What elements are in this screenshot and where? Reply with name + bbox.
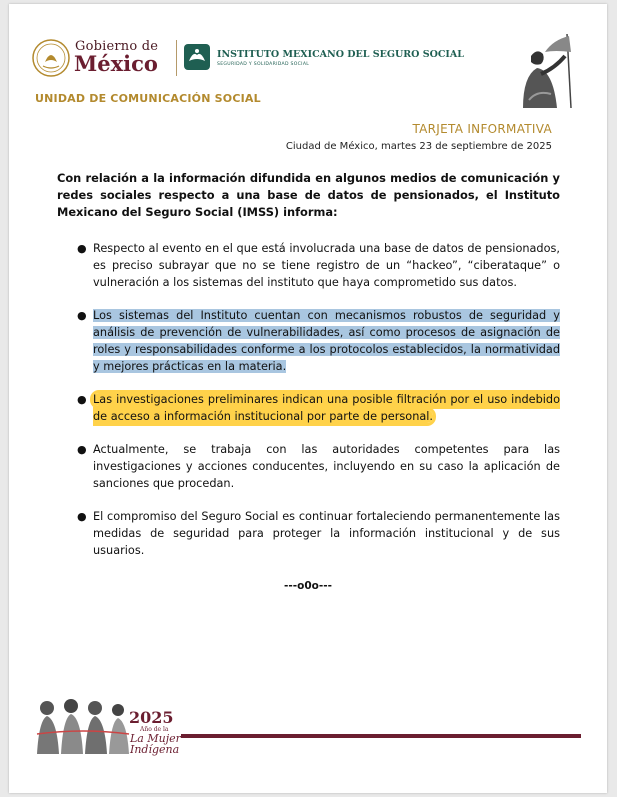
bullet-item-4 xyxy=(57,441,560,492)
bullet-dot-icon: ● xyxy=(77,242,87,255)
bullet-item-1 xyxy=(57,240,560,291)
year-motto-line-1: La Mujer xyxy=(130,732,181,745)
bullet-text-2-selected: Los sistemas del Instituto cuentan con mecanismos robustos de seguridad y análisis de prevención de vulnerabilidades, así como procesos de asignación de roles y responsabilidades conforme a los protocolos establecidos, la normatividad y mejores prácticas en la materia. xyxy=(93,309,560,373)
heroine-with-flag-illustration-icon xyxy=(501,30,581,110)
year-motto-line-2: Indígena xyxy=(130,743,180,756)
year-label: 2025 xyxy=(129,708,174,727)
bullet-dot-icon: ● xyxy=(77,309,87,322)
dateline: Ciudad de México, martes 23 de septiembre de 2025 xyxy=(285,141,552,152)
logo-divider xyxy=(176,40,177,76)
imss-eagle-icon xyxy=(183,43,211,71)
bullet-dot-icon: ● xyxy=(77,393,87,406)
intro-paragraph: Con relación a la información difundida en algunos medios de comunicación y redes sociales respecto a una base de datos de pensionados, el Instituto Mexicano del Seguro Social (IMSS) informa: xyxy=(57,171,560,219)
institute-name: INSTITUTO MEXICANO DEL SEGURO SOCIAL xyxy=(217,49,464,60)
bullet-dot-icon: ● xyxy=(77,443,87,456)
document-type: TARJETA INFORMATIVA xyxy=(412,122,552,136)
year-subtitle: Año de la xyxy=(140,726,169,733)
bullet-dot-icon: ● xyxy=(77,510,87,523)
bullet-text-1: Respecto al evento en el que está involucrada una base de datos de pensionados, es preciso subrayar que no se tiene registro de un “hackeo”, “ciberataque” o vulneración a los sistemas del instituto que haya comprometido sus datos. xyxy=(93,242,560,289)
bullet-text-4: Actualmente, se trabaja con las autoridades competentes para las investigaciones y acciones conducentes, incluyendo en su caso la aplicación de sanciones que procedan. xyxy=(93,443,560,490)
bullet-item-3 xyxy=(57,391,560,425)
institute-motto: SEGURIDAD Y SOLIDARIDAD SOCIAL xyxy=(217,62,310,67)
gov-line-1: Gobierno de xyxy=(75,39,159,54)
footer xyxy=(9,694,607,764)
closing-mark: ---o0o--- xyxy=(284,580,332,592)
indigenous-women-illustration-icon xyxy=(33,694,133,756)
unit-title: UNIDAD DE COMUNICACIÓN SOCIAL xyxy=(35,92,261,105)
bullet-text-3-highlighted: Las investigaciones preliminares indican una posible filtración por el uso indebido de acceso a información institucional por parte de personal. xyxy=(93,393,560,423)
gobierno-de-mexico-logo xyxy=(31,36,171,80)
bullet-item-5 xyxy=(57,508,560,559)
gov-line-2: México xyxy=(74,51,158,76)
bullet-text-5: El compromiso del Seguro Social es continuar fortaleciendo permanentemente las medidas de seguridad para proteger la información institucional y de sus usuarios. xyxy=(93,510,560,557)
document-page xyxy=(9,4,607,793)
national-seal-icon xyxy=(31,38,71,78)
bullet-list xyxy=(57,240,560,575)
bullet-item-2 xyxy=(57,307,560,375)
footer-rule xyxy=(181,734,581,738)
year-motto xyxy=(130,733,181,755)
